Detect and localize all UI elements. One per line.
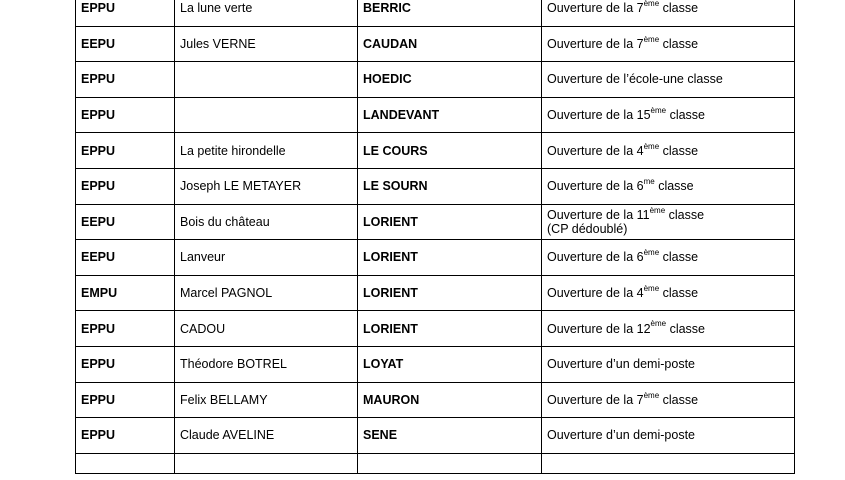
- measure-cell: [542, 168, 795, 204]
- school-name-cell: Marcel PAGNOL: [175, 275, 358, 311]
- ordinal-suffix: ème: [649, 205, 666, 215]
- ordinal-suffix: ème: [643, 34, 660, 44]
- commune-cell: LE SOURN: [358, 168, 542, 204]
- measure-text: Ouverture de la 12: [547, 321, 651, 336]
- measure-text-end: classe: [659, 36, 699, 51]
- measure-text: Ouverture de la 7: [547, 1, 644, 16]
- table-row: [76, 168, 795, 204]
- table-row: [76, 26, 795, 62]
- ordinal-suffix: ème: [643, 390, 660, 400]
- school-name-cell: CADOU: [175, 311, 358, 347]
- table-row: [76, 0, 795, 26]
- measure-cell: [542, 275, 795, 311]
- measure-cell: [542, 0, 795, 26]
- measure-cell: [542, 240, 795, 276]
- table-row: [76, 204, 795, 240]
- ordinal-suffix: ème: [643, 141, 660, 151]
- table-row: [76, 382, 795, 418]
- measure-text-end: classe: [665, 207, 705, 222]
- measure-text-end: classe: [659, 392, 699, 407]
- table-row: [76, 97, 795, 133]
- measure-text-end: classe: [666, 321, 706, 336]
- measure-cell: [542, 204, 795, 240]
- table-row: [76, 311, 795, 347]
- measure-cell: [542, 133, 795, 169]
- measure-cell: [542, 26, 795, 62]
- commune-cell: LOYAT: [358, 346, 542, 382]
- school-type-cell: EPPU: [76, 168, 175, 204]
- school-name-cell: [175, 97, 358, 133]
- school-name-cell: Claude AVELINE: [175, 418, 358, 454]
- measure-text-end: classe: [666, 108, 706, 123]
- measure-text: Ouverture de la 15: [547, 108, 651, 123]
- commune-cell: LANDEVANT: [358, 97, 542, 133]
- school-type-cell: EEPU: [76, 26, 175, 62]
- measure-text-end: classe: [659, 1, 699, 16]
- school-type-cell: EEPU: [76, 240, 175, 276]
- measure-text: Ouverture de la 7: [547, 36, 644, 51]
- ordinal-suffix: ème: [643, 0, 660, 9]
- table-row: [76, 62, 795, 98]
- measure-note: (CP dédoublé): [547, 221, 628, 236]
- ordinal-suffix: ème: [650, 105, 667, 115]
- school-type-cell: EPPU: [76, 62, 175, 98]
- ordinal-suffix: ème: [643, 283, 660, 293]
- measure-cell: [542, 382, 795, 418]
- school-type-cell: EPPU: [76, 97, 175, 133]
- measure-text: Ouverture de la 11: [547, 207, 650, 222]
- measure-cell: [542, 418, 795, 454]
- school-name-cell: [175, 62, 358, 98]
- commune-cell: LORIENT: [358, 204, 542, 240]
- measure-text: Ouverture d’un demi-poste: [547, 357, 695, 372]
- empty-cell: [76, 453, 175, 473]
- table-row: [76, 275, 795, 311]
- table-row: [76, 240, 795, 276]
- measure-text: Ouverture de la 4: [547, 286, 644, 301]
- measure-text: Ouverture de la 7: [547, 392, 644, 407]
- school-name-cell: Bois du château: [175, 204, 358, 240]
- commune-cell: BERRIC: [358, 0, 542, 26]
- measure-text-end: classe: [659, 250, 699, 265]
- commune-cell: LE COURS: [358, 133, 542, 169]
- school-type-cell: EPPU: [76, 0, 175, 26]
- school-name-cell: Joseph LE METAYER: [175, 168, 358, 204]
- measure-text-end: classe: [659, 143, 699, 158]
- measure-text: Ouverture d’un demi-poste: [547, 428, 695, 443]
- commune-cell: HOEDIC: [358, 62, 542, 98]
- school-type-cell: EPPU: [76, 346, 175, 382]
- measure-text: Ouverture de la 6: [547, 250, 644, 265]
- table-row-partial: [76, 453, 795, 473]
- table-body: [76, 0, 795, 473]
- measure-text-end: classe: [659, 286, 699, 301]
- school-type-cell: EEPU: [76, 204, 175, 240]
- empty-cell: [542, 453, 795, 473]
- commune-cell: LORIENT: [358, 240, 542, 276]
- ordinal-suffix: ème: [643, 248, 660, 258]
- ordinal-suffix: ème: [650, 319, 667, 329]
- school-name-cell: Jules VERNE: [175, 26, 358, 62]
- measure-text: Ouverture de la 6: [547, 179, 644, 194]
- school-type-cell: EPPU: [76, 133, 175, 169]
- empty-cell: [358, 453, 542, 473]
- school-name-cell: La lune verte: [175, 0, 358, 26]
- school-type-cell: EMPU: [76, 275, 175, 311]
- table-row: [76, 346, 795, 382]
- measure-cell: [542, 62, 795, 98]
- ordinal-suffix: me: [643, 177, 655, 187]
- commune-cell: LORIENT: [358, 275, 542, 311]
- school-name-cell: La petite hirondelle: [175, 133, 358, 169]
- commune-cell: SENE: [358, 418, 542, 454]
- school-type-cell: EPPU: [76, 311, 175, 347]
- empty-cell: [175, 453, 358, 473]
- school-type-cell: EPPU: [76, 418, 175, 454]
- school-type-cell: EPPU: [76, 382, 175, 418]
- measure-cell: [542, 311, 795, 347]
- table-row: [76, 133, 795, 169]
- school-name-cell: Théodore BOTREL: [175, 346, 358, 382]
- measure-cell: [542, 346, 795, 382]
- school-openings-table: [75, 0, 795, 474]
- table-row: [76, 418, 795, 454]
- commune-cell: MAURON: [358, 382, 542, 418]
- school-name-cell: Lanveur: [175, 240, 358, 276]
- measure-text: Ouverture de l’école-une classe: [547, 72, 723, 87]
- measure-cell: [542, 97, 795, 133]
- measure-text-end: classe: [654, 179, 694, 194]
- commune-cell: LORIENT: [358, 311, 542, 347]
- school-name-cell: Felix BELLAMY: [175, 382, 358, 418]
- measure-text: Ouverture de la 4: [547, 143, 644, 158]
- commune-cell: CAUDAN: [358, 26, 542, 62]
